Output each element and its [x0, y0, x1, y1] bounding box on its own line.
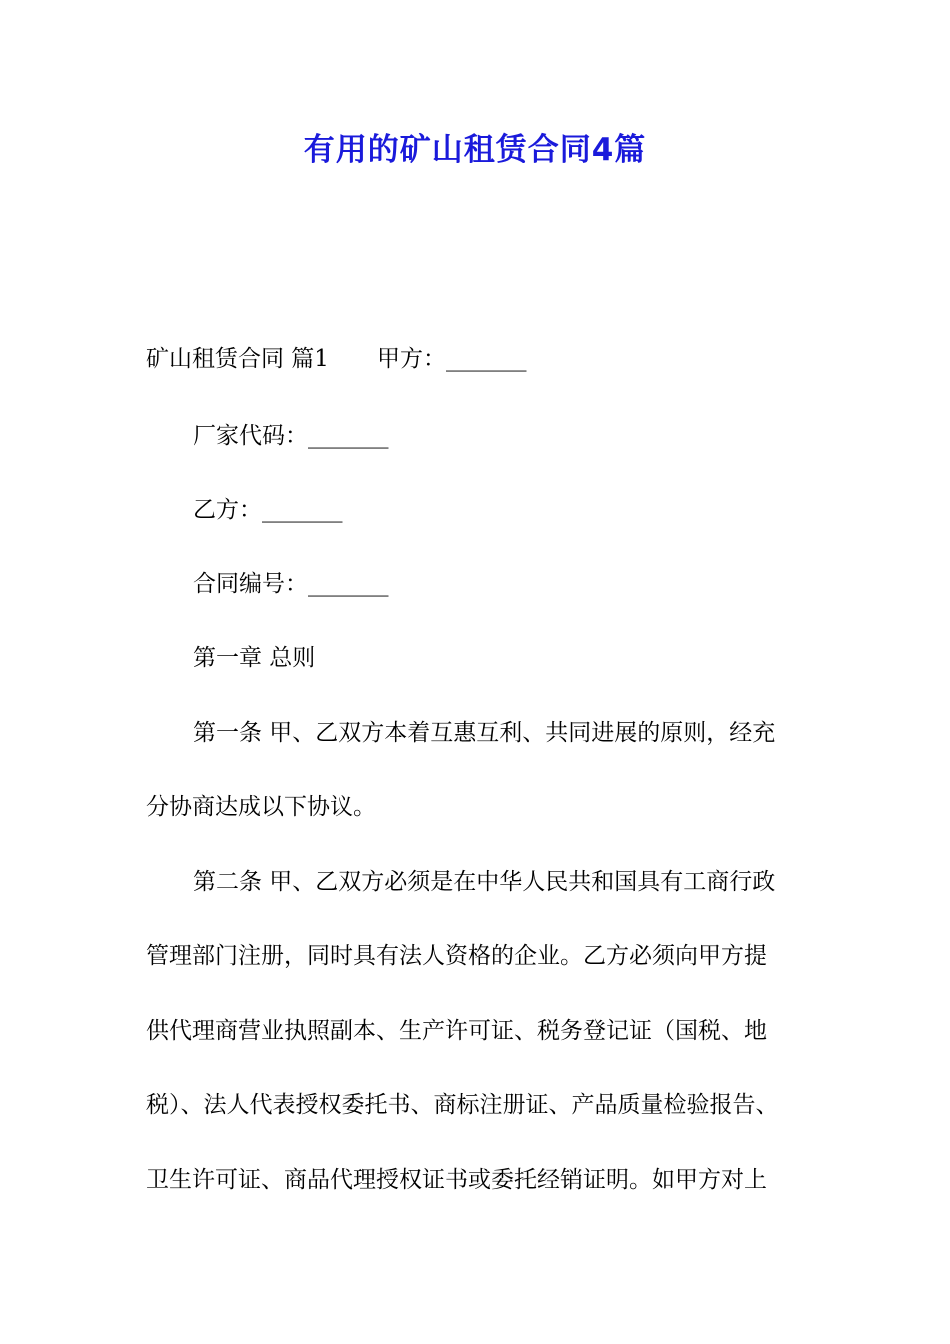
party-b-field: 乙方：_______: [193, 497, 343, 523]
manufacturer-code-field: 厂家代码：_______: [193, 423, 389, 449]
contract-heading-line: [146, 343, 846, 375]
article-2-line-1: 第二条 甲、乙双方必须是在中华人民共和国具有工商行政: [193, 869, 776, 895]
article-2-line-4: 税）、法人代表授权委托书、商标注册证、产品质量检验报告、: [146, 1092, 779, 1118]
chapter-heading: 第一章 总则: [193, 645, 316, 671]
party-a-field: 甲方：_______: [376, 346, 527, 372]
article-1-line-1: 第一条 甲、乙双方本着互惠互利、共同进展的原则，经充: [193, 720, 776, 746]
article-2-line-2: 管理部门注册，同时具有法人资格的企业。乙方必须向甲方提: [146, 943, 767, 969]
article-1-line-2: 分协商达成以下协议。: [146, 794, 376, 820]
article-2-line-3: 供代理商营业执照副本、生产许可证、税务登记证（国税、地: [146, 1018, 767, 1044]
contract-section-heading: 矿山租赁合同 篇1: [146, 346, 329, 372]
article-2-line-5: 卫生许可证、商品代理授权证书或委托经销证明。如甲方对上: [146, 1167, 767, 1193]
document-title: 有用的矿山租赁合同4篇: [303, 132, 647, 168]
contract-number-field: 合同编号：_______: [193, 571, 389, 597]
